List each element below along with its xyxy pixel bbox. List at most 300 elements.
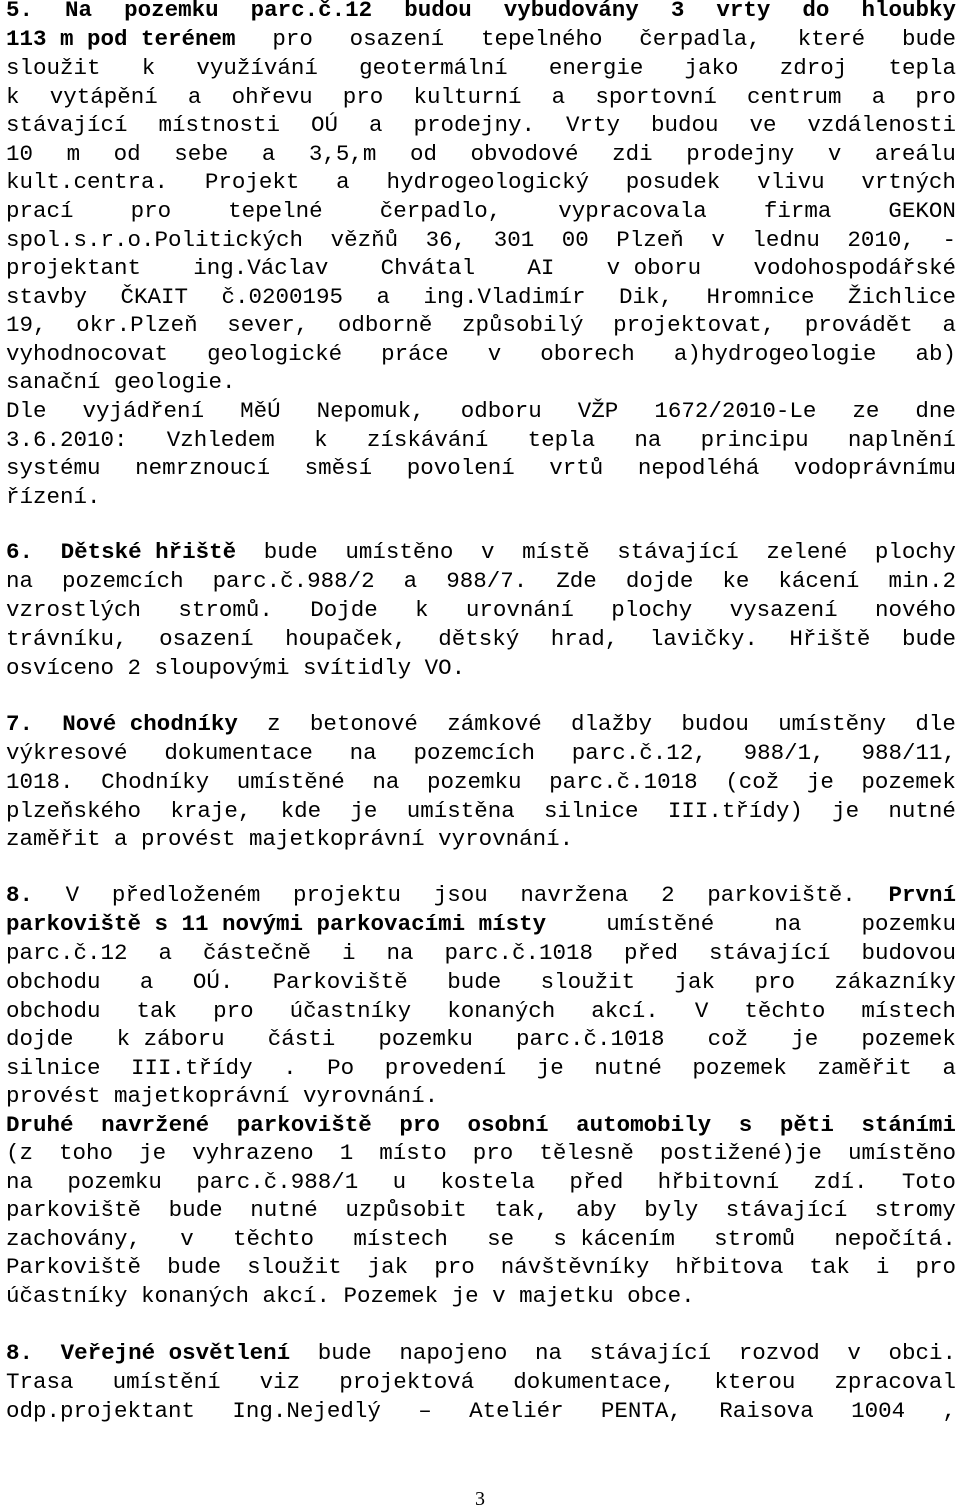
word: místech (353, 1226, 448, 1252)
word: zachovány, (6, 1226, 142, 1252)
word: z (267, 711, 281, 737)
word: První (888, 882, 956, 908)
word: Nové chodníky (62, 711, 238, 737)
word: řízení. (6, 484, 101, 510)
text-line (6, 797, 956, 827)
word: Ateliér (469, 1398, 564, 1424)
word: dojde (6, 1026, 74, 1052)
word: postižené)je (659, 1140, 822, 1166)
word: prodejny. (413, 112, 535, 138)
word: parkoviště s 11 novými parkovacími místy (6, 911, 547, 937)
word: rozvod (738, 1340, 820, 1366)
word: spol.s.r.o.Politických (6, 227, 304, 253)
word: kostela (440, 1169, 535, 1195)
word: a (871, 84, 886, 110)
word: vodoprávnímu (793, 455, 956, 481)
word: okr.Plzeň (76, 312, 198, 338)
word: místě (522, 539, 590, 565)
text-line (6, 54, 956, 84)
word: dokumentace, (513, 1369, 676, 1395)
word: umístěné (236, 769, 345, 795)
word: budou (650, 112, 719, 138)
word: stromů. (178, 597, 273, 623)
word: kult.centra. (6, 169, 169, 195)
word: a (261, 141, 276, 167)
text-line (6, 567, 956, 597)
word: stavby (6, 284, 88, 310)
word: pozemku (861, 911, 956, 937)
word: výkresové (6, 740, 128, 766)
word: části (267, 1026, 336, 1052)
word: hrad, (550, 626, 619, 652)
word: parc.č.988/2 (212, 568, 375, 594)
word: obchodu (6, 969, 101, 995)
text-line (6, 881, 956, 911)
text-line (6, 1025, 956, 1055)
word: V (65, 882, 80, 908)
word: ze (852, 398, 880, 424)
word: umístěna (406, 798, 515, 824)
text-line (6, 1054, 956, 1084)
word: na (634, 427, 662, 453)
text-line (6, 140, 956, 170)
word: je (536, 1055, 564, 1081)
text-line (6, 1339, 956, 1369)
word: vzdálenosti (807, 112, 956, 138)
word: pro (399, 1112, 440, 1138)
word: předloženém (111, 882, 261, 908)
word: pro (272, 26, 313, 52)
word: k (141, 55, 156, 81)
word: prodejny (686, 141, 795, 167)
word: a)hydrogeologie (673, 341, 877, 367)
word: a (403, 568, 418, 594)
word: stáními (861, 1112, 956, 1138)
word: navržena (520, 882, 629, 908)
word: je (806, 769, 834, 795)
word: a (139, 969, 154, 995)
text-line (6, 1397, 956, 1427)
word: kulturní (413, 84, 522, 110)
word: byly (644, 1197, 699, 1223)
word: pozemku (378, 1026, 473, 1052)
word: parc.č.1018 (549, 769, 698, 795)
text-line (6, 1225, 956, 1255)
word: hydrogeologický (386, 169, 589, 195)
word: 988/1, (743, 740, 825, 766)
word: 7. (6, 711, 34, 737)
word: způsobilý (462, 312, 584, 338)
word: od (409, 141, 437, 167)
word: Chvátal (380, 255, 476, 281)
word: v oboru (606, 255, 702, 281)
word: stávající (725, 1197, 848, 1223)
word: silnice (6, 1055, 101, 1081)
word: a (158, 940, 173, 966)
word: Chodníky (101, 769, 210, 795)
word: Vzhledem (166, 427, 275, 453)
word: 2010, (847, 227, 915, 253)
word: vyhodnocovat (6, 341, 169, 367)
word: 36, (425, 227, 467, 253)
text-line (6, 483, 956, 513)
word: stávající (6, 112, 128, 138)
word: využívání (196, 55, 318, 81)
text-line (6, 1082, 956, 1112)
word: dokumentace (164, 740, 313, 766)
word: pozemku (67, 1169, 162, 1195)
word: 1004 (851, 1398, 906, 1424)
word: geotermální (359, 55, 508, 81)
word: projektovat, (613, 312, 776, 338)
word: 10 (6, 141, 34, 167)
word: posudek (625, 169, 721, 195)
word: pro (472, 1140, 514, 1166)
word: před (569, 1169, 624, 1195)
word: které (797, 26, 866, 52)
word: Ing.Nejedlý (232, 1398, 381, 1424)
word: provést majetkoprávní vyrovnání. (6, 1083, 439, 1109)
text-line (6, 426, 956, 456)
word: budovou (861, 940, 956, 966)
word: na (6, 568, 34, 594)
word: je (350, 798, 378, 824)
word: automobily (576, 1112, 712, 1138)
word: k (415, 597, 429, 623)
word: pozemek (861, 1026, 956, 1052)
word: . (283, 1055, 297, 1081)
text-line (6, 968, 956, 998)
text-line (6, 768, 956, 798)
word: nového (874, 597, 956, 623)
word: na (386, 940, 414, 966)
word: k (314, 427, 328, 453)
word: a (942, 312, 956, 338)
word: urovnání (465, 597, 574, 623)
word: zelené (766, 539, 848, 565)
word: účastníky (289, 998, 412, 1024)
word: osazení (349, 26, 445, 52)
word: aby (576, 1197, 617, 1223)
word: 1018. (6, 769, 74, 795)
word: 1 (339, 1140, 354, 1166)
word: a (336, 169, 350, 195)
word: III.třídy) (667, 798, 803, 824)
text-line (6, 1253, 956, 1283)
word: pozemku (124, 0, 219, 23)
word: prací (6, 198, 74, 224)
word: zdroj (779, 55, 848, 81)
word: k záboru (116, 1026, 225, 1052)
word: sever, (227, 312, 309, 338)
word: Žichlice (847, 284, 956, 310)
word: práce (381, 341, 449, 367)
word: sportovní (595, 84, 717, 110)
word: nutné (250, 1197, 318, 1223)
word: obci. (888, 1340, 956, 1366)
word: tak (136, 998, 178, 1024)
word: geologické (207, 341, 343, 367)
word: energie (548, 55, 644, 81)
word: stromů (714, 1226, 796, 1252)
word: jsou (433, 882, 488, 908)
word: odp.projektant (6, 1398, 196, 1424)
text-line (6, 625, 956, 655)
word: vysazení (729, 597, 838, 623)
word: parc.č.1018 (516, 1026, 665, 1052)
word: Dojde (310, 597, 378, 623)
word: před (623, 940, 678, 966)
word: zdi (612, 141, 653, 167)
word: bude (901, 626, 956, 652)
text-line (6, 311, 956, 341)
word: 1672/2010-Le (654, 398, 817, 424)
word: provádět (804, 312, 913, 338)
word: 988/11, (861, 740, 956, 766)
word: bude (901, 26, 956, 52)
word: Raisova (719, 1398, 814, 1424)
word: těchto (744, 998, 826, 1024)
word: Projekt (204, 169, 300, 195)
text-line (6, 939, 956, 969)
word: osazení (159, 626, 254, 652)
word: systému (6, 455, 101, 481)
word: v (847, 1340, 861, 1366)
word: betonové (309, 711, 418, 737)
word: na (372, 769, 400, 795)
word: lednu (752, 227, 820, 253)
word: sebe (174, 141, 229, 167)
word: 00 (561, 227, 589, 253)
word: parc.č.1018 (444, 940, 593, 966)
word: v (180, 1226, 194, 1252)
word: vyhrazeno (192, 1140, 314, 1166)
word: Plzeň (616, 227, 684, 253)
word: dětský (438, 626, 520, 652)
word: centrum (747, 84, 842, 110)
word: na (774, 911, 802, 937)
word: trávníku, (6, 626, 128, 652)
word: se (487, 1226, 515, 1252)
word: 3,5,m (308, 141, 377, 167)
word: osvíceno 2 sloupovými svítidly VO. (6, 655, 466, 681)
word: do (802, 0, 830, 23)
word: Dik, (618, 284, 673, 310)
word: Dětské hřiště (60, 539, 237, 565)
word: stromy (874, 1197, 956, 1223)
word: na (534, 1340, 562, 1366)
word: Trasa (6, 1369, 74, 1395)
word: na (349, 740, 377, 766)
text-line (6, 0, 956, 26)
word: místo (379, 1140, 447, 1166)
word: umístěné (606, 911, 715, 937)
word: uzpůsobit (345, 1197, 467, 1223)
word: a (376, 284, 390, 310)
word: účastníky konaných akcí. Pozemek je v majetku obce. (6, 1283, 695, 1309)
text-line (6, 710, 956, 740)
word: v (487, 341, 502, 367)
word: hřbitova (675, 1254, 784, 1280)
text-line (6, 1282, 956, 1312)
word: pěti (779, 1112, 834, 1138)
text-line (6, 226, 956, 256)
text-line (6, 538, 956, 568)
text-line (6, 1368, 956, 1398)
word: Veřejné osvětlení (60, 1340, 291, 1366)
text-line (6, 197, 956, 227)
word: osobní (467, 1112, 549, 1138)
word: tepla (527, 427, 596, 453)
word: VŽP (577, 398, 619, 424)
word: parc.č.12 (250, 0, 373, 23)
word: ohřevu (231, 84, 313, 110)
word: vytápění (49, 84, 158, 110)
word: 988/7. (446, 568, 528, 594)
word: parkoviště. (707, 882, 856, 908)
word: zámkové (447, 711, 542, 737)
word: pro (754, 969, 795, 995)
word: směsí (304, 455, 373, 481)
word: PENTA, (600, 1398, 682, 1424)
word: ab) (915, 341, 956, 367)
word: III.třídy (131, 1055, 253, 1081)
word: konaných (447, 998, 556, 1024)
word: 6. (6, 539, 34, 565)
word: V (694, 998, 709, 1024)
word: toho (59, 1140, 114, 1166)
word: AI (527, 255, 555, 281)
word: pozemku (426, 769, 522, 795)
word: zaměřit a provést majetkoprávní vyrovnání. (6, 826, 574, 852)
word: – (418, 1398, 432, 1424)
word: zpracoval (834, 1369, 956, 1395)
word: vybudovány (503, 0, 639, 23)
word: ČKAIT (120, 284, 188, 310)
text-line (6, 254, 956, 284)
word: areálu (874, 141, 956, 167)
word: vypracovala (558, 198, 707, 224)
word: místnosti (158, 112, 281, 138)
word: Toto (901, 1169, 956, 1195)
word: kraje, (170, 798, 252, 824)
word: nepočítá. (834, 1226, 956, 1252)
word: parkoviště (6, 1197, 142, 1223)
text-line (6, 596, 956, 626)
word: získávání (366, 427, 489, 453)
word: (z (6, 1140, 34, 1166)
text-line (6, 1111, 956, 1141)
word: vodohospodářské (753, 255, 956, 281)
word: Hromnice (706, 284, 815, 310)
text-line (6, 825, 956, 855)
word: což (707, 1026, 749, 1052)
word: na (6, 1169, 34, 1195)
word: jak (674, 969, 716, 995)
word: GEKON (888, 198, 956, 224)
word: sanační geologie. (6, 369, 236, 395)
word: stávající (708, 940, 831, 966)
word: Hřiště (789, 626, 871, 652)
word: (což (725, 769, 780, 795)
word: Na (65, 0, 93, 23)
word: místech (861, 998, 956, 1024)
word: návštěvníky (500, 1254, 650, 1280)
word: vyjádření (82, 398, 205, 424)
word: odborně (337, 312, 433, 338)
word: dlažby (571, 711, 653, 737)
word: 3.6.2010: (6, 427, 128, 453)
word: 301 (493, 227, 535, 253)
word: umístěno (345, 539, 454, 565)
word: plzeňského (6, 798, 142, 824)
word: min.2 (888, 568, 956, 594)
word: povolení (406, 455, 515, 481)
word: provedení (384, 1055, 507, 1081)
word: částečně (202, 940, 312, 966)
text-line (6, 1139, 956, 1169)
word: plochy (611, 597, 693, 623)
word: Zde (556, 568, 597, 594)
word: ve (749, 112, 777, 138)
word: pozemek (692, 1055, 787, 1081)
word: zákazníky (834, 969, 956, 995)
word: akcí. (591, 998, 659, 1024)
word: kde (280, 798, 322, 824)
word: tepelného (480, 26, 603, 52)
word: 19, (6, 312, 47, 338)
word: pozemek (861, 769, 956, 795)
word: zdí. (813, 1169, 868, 1195)
word: i (341, 940, 356, 966)
word: u (392, 1169, 407, 1195)
word: pro (213, 998, 254, 1024)
word: tepelné (228, 198, 323, 224)
word: pro (915, 1254, 956, 1280)
text-line (6, 654, 956, 684)
word: těchto (233, 1226, 315, 1252)
word: 8. (6, 882, 34, 908)
text-line (6, 111, 956, 141)
word: vězňů (330, 227, 399, 253)
word: bude (263, 539, 318, 565)
word: tělesně (539, 1140, 634, 1166)
word: principu (700, 427, 809, 453)
text-line (6, 910, 956, 940)
word: obvodové (470, 141, 579, 167)
text-line (6, 83, 956, 113)
word: firma (763, 198, 832, 224)
word: pozemcích (62, 568, 184, 594)
word: nemrznoucí (135, 455, 271, 481)
word: dne (915, 398, 956, 424)
word: budou (681, 711, 749, 737)
word: OÚ. (192, 969, 234, 995)
word: Druhé (6, 1112, 74, 1138)
word: Parkoviště (272, 969, 408, 995)
word: bude (168, 1197, 223, 1223)
word: pro (342, 84, 384, 110)
word: stávající (589, 1340, 712, 1366)
text-line (6, 283, 956, 313)
word: s kácením (553, 1226, 675, 1252)
word: MěÚ (240, 398, 281, 424)
word: bude (317, 1340, 372, 1366)
word: plochy (874, 539, 956, 565)
word: čerpadlo, (379, 198, 502, 224)
text-line (6, 397, 956, 427)
word: parc.č.988/1 (196, 1169, 359, 1195)
